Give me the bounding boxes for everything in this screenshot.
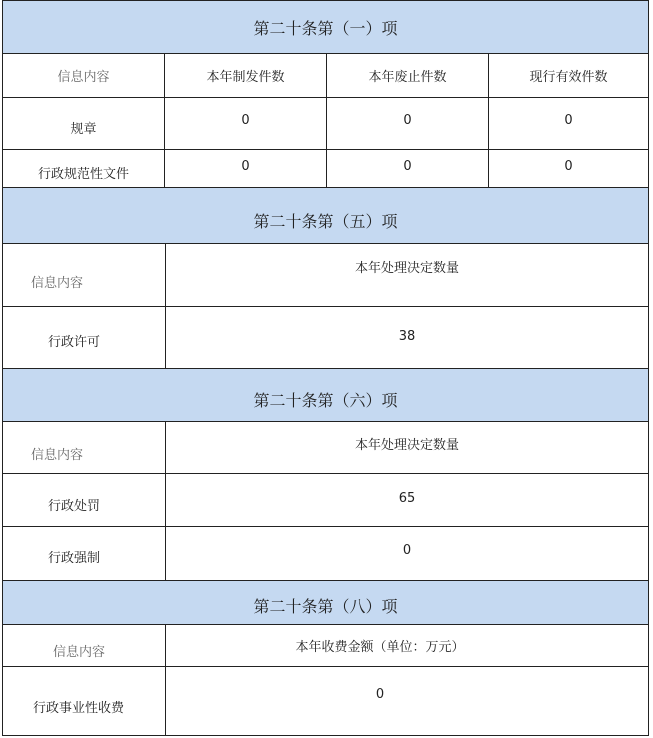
col-header-abolished: [327, 54, 489, 97]
info-content-label: 信息内容: [31, 276, 84, 291]
section-1-title-row: [2, 0, 649, 54]
section-4-title: 第二十条第（八）项: [253, 597, 398, 616]
table-row: [2, 527, 649, 581]
row-label-cell: [3, 150, 165, 187]
row-label: 行政规范性文件: [37, 167, 129, 182]
value: 0: [241, 159, 250, 174]
table-row: [2, 98, 649, 150]
data-table: [2, 0, 649, 736]
info-content-header: [3, 422, 166, 473]
row-label-cell: [3, 527, 166, 580]
section-3-title: 第二十条第（六）项: [253, 390, 398, 410]
value: 38: [398, 329, 416, 344]
section-4-title-row: [2, 581, 649, 625]
section-2-header-row: [2, 244, 649, 307]
row-label: 规章: [70, 122, 97, 137]
value-cell: [489, 150, 648, 187]
section-2-title: 第二十条第（五）项: [253, 212, 398, 231]
section-4-header-row: [2, 625, 649, 667]
table-row: [2, 474, 649, 527]
section-1-header-row: [2, 54, 649, 98]
row-label-cell: [3, 667, 166, 735]
row-label: 行政强制: [47, 551, 100, 566]
col-header-decisions: [166, 244, 648, 306]
info-content-header: [3, 625, 166, 666]
info-content-label: 信息内容: [53, 645, 106, 660]
col-header-decisions-label: 本年处理决定数量: [354, 438, 459, 453]
row-label: 行政处罚: [47, 498, 100, 514]
row-label-cell: [3, 474, 166, 526]
value-cell: [327, 98, 489, 149]
value-cell: [166, 307, 648, 368]
section-3-title-row: [2, 369, 649, 422]
table-row: [2, 667, 649, 736]
table-row: [2, 150, 649, 188]
col-header-decisions: [166, 422, 648, 473]
section-3-header-row: [2, 422, 649, 474]
row-label-cell: [3, 307, 166, 368]
value: 0: [564, 113, 573, 128]
col-header-decisions-label: 本年处理决定数量: [354, 261, 459, 276]
col-header-fees-label: 本年收费金额（单位：万元）: [295, 640, 465, 655]
section-1-title: 第二十条第（一）项: [253, 18, 398, 38]
value-cell: [165, 98, 327, 149]
value: 0: [375, 687, 385, 702]
info-content-label: 信息内容: [57, 70, 110, 85]
row-label: 行政事业性收费: [33, 701, 125, 716]
value: 0: [403, 113, 412, 128]
col-header-issued: [165, 54, 327, 97]
info-content-header: [3, 54, 165, 97]
value-cell: [165, 150, 327, 187]
row-label-cell: [3, 98, 165, 149]
value: 0: [241, 113, 250, 128]
col-header-effective: [489, 54, 648, 97]
value-cell: [166, 527, 648, 580]
col-header-fees: [166, 625, 648, 666]
section-2-title-row: [2, 188, 649, 244]
row-label: 行政许可: [47, 335, 100, 350]
col-header-issued-label: 本年制发件数: [206, 70, 285, 85]
value-cell: [166, 474, 648, 526]
table-row: [2, 307, 649, 369]
value-cell: [166, 667, 648, 735]
value: 0: [403, 159, 412, 174]
info-content-label: 信息内容: [31, 448, 84, 463]
value-cell: [489, 98, 648, 149]
value: 65: [398, 490, 416, 506]
col-header-abolished-label: 本年废止件数: [368, 70, 447, 85]
value: 0: [564, 159, 573, 174]
col-header-effective-label: 现行有效件数: [529, 70, 608, 85]
value-cell: [327, 150, 489, 187]
value: 0: [402, 543, 412, 558]
info-content-header: [3, 244, 166, 306]
